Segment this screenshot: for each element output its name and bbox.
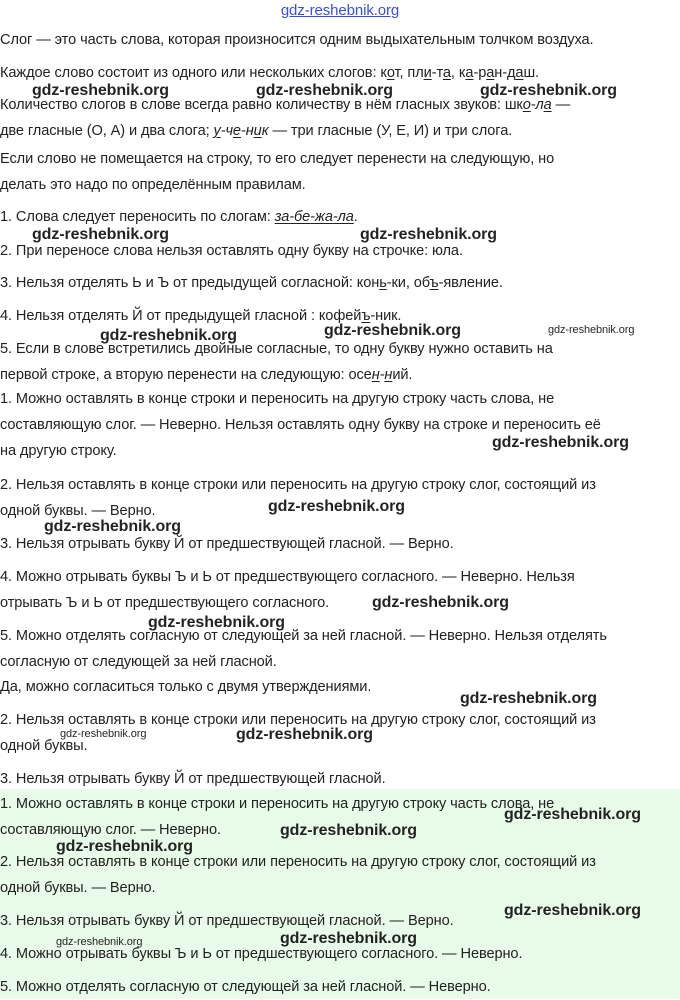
rule-3 [0, 270, 680, 296]
watermark: gdz-reshebnik.org [360, 226, 497, 243]
answer-1-line2: составляющую слог. — Неверно. [0, 822, 221, 838]
underlined-letter: н [384, 367, 393, 383]
watermark: gdz-reshebnik.org [268, 498, 405, 515]
watermark: gdz-reshebnik.org [44, 518, 181, 535]
rule-5-line1: 5. Если в слове встретились двойные согласные, то одну букву нужно оставить на [0, 341, 553, 357]
text: ш. [523, 65, 539, 81]
analysis-1-line1: 1. Можно оставлять в конце строки и переносить на другую строку часть слова, не [0, 391, 555, 407]
text: к [261, 123, 269, 139]
watermark: gdz-reshebnik.org [60, 728, 147, 740]
text: — три гласные (У, Е, И) и три слога. [268, 123, 513, 139]
analysis-1-line3: на другую строку. [0, 443, 117, 459]
text: две гласные (О, А) и два слога; [0, 123, 214, 139]
watermark: gdz-reshebnik.org [504, 902, 641, 919]
watermark: gdz-reshebnik.org [548, 324, 635, 336]
underlined-vowel: о [386, 65, 395, 81]
underlined-vowel: а [515, 65, 524, 81]
analysis-2-line2: одной буквы. — Верно. [0, 503, 156, 519]
paragraph-definition: Слог — это часть слова, которая произносится одним выдыхательным толчком воздуха. [0, 32, 594, 48]
conclusion-3: 3. Нельзя отрывать букву Й от предшествующей гласной. [0, 771, 386, 787]
watermark: gdz-reshebnik.org [32, 82, 169, 99]
underlined-vowel: а [442, 65, 451, 81]
text: -н [240, 123, 254, 139]
text: 4. Нельзя отделять Й от предыдущей гласной : кофе [0, 308, 354, 324]
watermark: gdz-reshebnik.org [460, 690, 597, 707]
conclusion-2-line1: 2. Нельзя оставлять в конце строки или переносить на другую строку слог, состоящий из [0, 712, 596, 728]
underlined-vowel: е [232, 123, 241, 139]
text: 1. Слова следует переносить по слогам: [0, 209, 275, 225]
watermark: gdz-reshebnik.org [280, 930, 417, 947]
analysis-3: 3. Нельзя отрывать букву Й от предшествующей гласной. — Верно. [0, 536, 454, 552]
underlined-letter: ъ [429, 275, 439, 291]
watermark: gdz-reshebnik.org [56, 838, 193, 855]
text: -л [530, 97, 544, 113]
underlined-vowel: а [486, 65, 495, 81]
paragraph-wrap-line2: делать это надо по определённым правилам. [0, 177, 306, 193]
analysis-2-line1: 2. Нельзя оставлять в конце строки или переносить на другую строку слог, состоящий из [0, 477, 596, 493]
answer-2-line2: одной буквы. — Верно. [0, 880, 156, 896]
watermark: gdz-reshebnik.org [372, 594, 509, 611]
conclusion-2-line2: одной буквы. [0, 738, 88, 754]
syllable: -ла [332, 209, 354, 225]
answer-2-line1: 2. Нельзя оставлять в конце строки или переносить на другую строку слог, состоящий из [0, 854, 596, 870]
watermark: gdz-reshebnik.org [32, 226, 169, 243]
watermark: gdz-reshebnik.org [480, 82, 617, 99]
underlined-vowel: а [465, 65, 474, 81]
underlined-vowel: и [423, 65, 432, 81]
answer-4: 4. Можно отрывать буквы Ъ и Ь от предшествующего согласного. — Неверно. [0, 946, 523, 962]
text: т, пл [394, 65, 424, 81]
syllable: за [274, 209, 290, 225]
site-link[interactable]: gdz-reshebnik.org [280, 2, 400, 19]
text: 3. Нельзя отделять Ь и Ъ от предыдущей согласной: кон [0, 275, 380, 291]
watermark: gdz-reshebnik.org [504, 806, 641, 823]
rule-2: 2. При переносе слова нельзя оставлять одну букву на строчке: юла. [0, 243, 463, 259]
analysis-4-line1: 4. Можно отрывать буквы Ъ и Ь от предшествующего согласного. — Неверно. Нельзя [0, 569, 575, 585]
text: первой строке, а вторую перенести на следующую: осе [0, 367, 372, 383]
underlined-vowel: о [522, 97, 531, 113]
text: -т [431, 65, 443, 81]
text: Каждое слово состоит из одного или нескольких слогов: к [0, 65, 387, 81]
text: — [551, 97, 571, 113]
text: Количество слогов в слове всегда равно количеству в нём гласных звуков: шк [0, 97, 523, 113]
conclusion: Да, можно согласиться только с двумя утверждениями. [0, 679, 372, 695]
underlined-vowel: и [253, 123, 262, 139]
text: -ник. [370, 308, 402, 324]
text: -р [473, 65, 487, 81]
text: . [353, 209, 358, 225]
rule-5-line2 [0, 362, 680, 388]
answer-5: 5. Можно отделять согласную от следующей за ней гласной. — Неверно. [0, 979, 491, 995]
text: -явление. [438, 275, 503, 291]
syllable: -жа [310, 209, 333, 225]
syllable: -бе [289, 209, 311, 225]
underlined-letter: н [371, 367, 380, 383]
watermark: gdz-reshebnik.org [492, 434, 629, 451]
underlined-letter: ъ [361, 308, 371, 324]
watermark: gdz-reshebnik.org [100, 327, 237, 344]
analysis-1-line2: составляющую слог. — Неверно. Нельзя оставлять одну букву на строке и переносить её [0, 417, 601, 433]
paragraph-wrap-line1: Если слово не помещается на строку, то его следует перенести на следующую, но [0, 151, 555, 167]
watermark: gdz-reshebnik.org [56, 936, 143, 948]
underlined-vowel: у [213, 123, 221, 139]
watermark: gdz-reshebnik.org [148, 614, 285, 631]
text: ий. [392, 367, 413, 383]
text: н-д [494, 65, 516, 81]
text: й [353, 308, 362, 324]
answer-3: 3. Нельзя отрывать букву Й от предшествующей гласной. — Верно. [0, 913, 454, 929]
text: -ч [220, 123, 233, 139]
answer-1-line1: 1. Можно оставлять в конце строки и переносить на другую строку часть слова, не [0, 796, 555, 812]
watermark: gdz-reshebnik.org [324, 322, 461, 339]
watermark: gdz-reshebnik.org [280, 822, 417, 839]
analysis-4-line2: отрывать Ъ и Ь от предшествующего согласного. [0, 595, 330, 611]
text: -ки, об [386, 275, 430, 291]
analysis-5-line1: 5. Можно отделять согласную от следующей за ней гласной. — Неверно. Нельзя отделять [0, 628, 607, 644]
watermark: gdz-reshebnik.org [256, 82, 393, 99]
text: , к [450, 65, 466, 81]
underlined-vowel: а [543, 97, 552, 113]
watermark: gdz-reshebnik.org [236, 726, 373, 743]
text: - [379, 367, 385, 383]
underlined-letter: ь [379, 275, 387, 291]
paragraph-count-line2 [0, 118, 680, 144]
analysis-5-line2: согласную от следующей за ней гласной. [0, 654, 277, 670]
